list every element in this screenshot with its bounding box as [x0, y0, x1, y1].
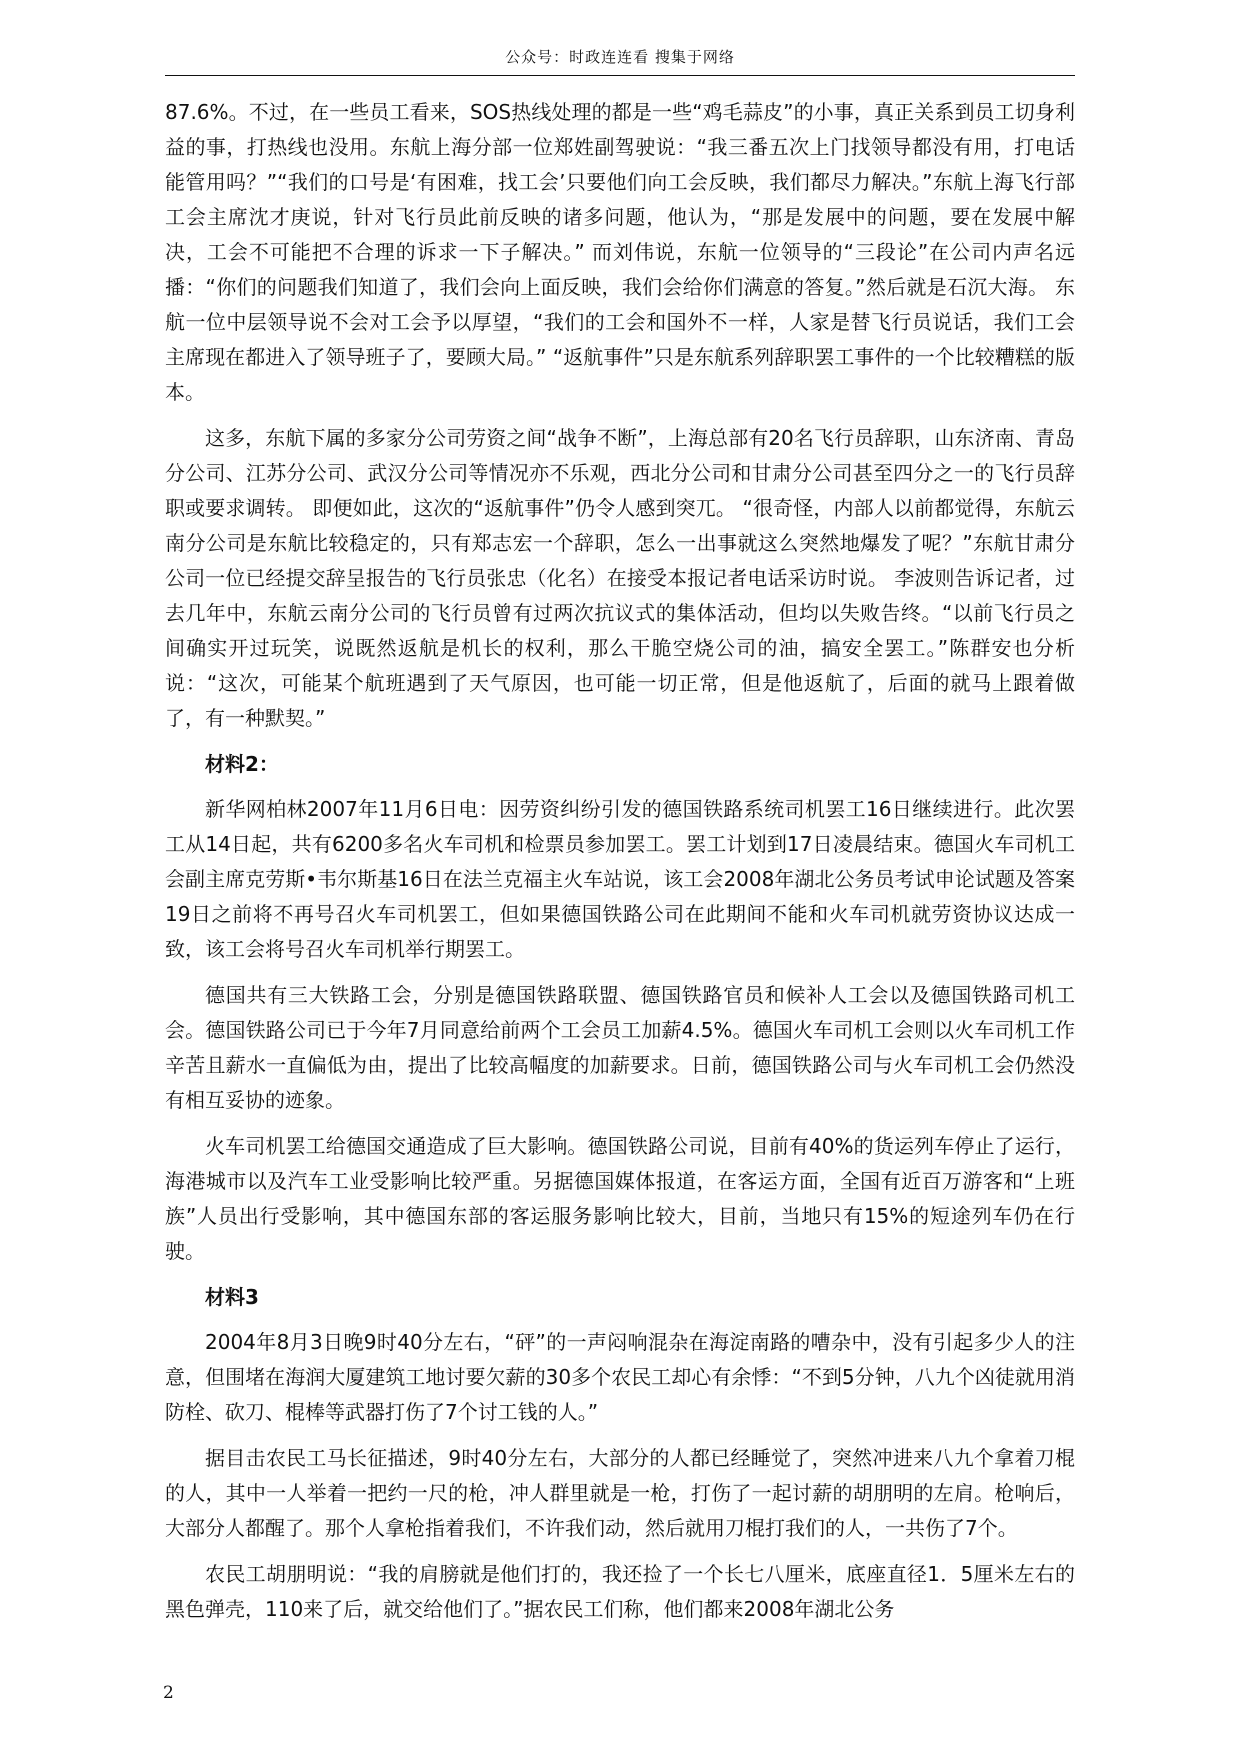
paragraph-2004: 2004年8月3日晚9时40分左右，“砰”的一声闷响混杂在海淀南路的嘈杂中，没有引起多少人的注意，但围堵在海润大厦建筑工地讨要欠薪的30多个农民工却心有余悸：“不到5分钟，八九个凶徒就用消防栓、砍刀、棍棒等武器打伤了7个讨工钱的人。”: [165, 1330, 1075, 1424]
paragraph-impact: 火车司机罢工给德国交通造成了巨大影响。德国铁路公司说，目前有40%的货运列车停止了运行，海港城市以及汽车工业受影响比较严重。另据德国媒体报道，在客运方面，全国有近百万游客和“上班族”人员出行受影响，其中德国东部的客运服务影响比较大，目前，当地只有15%的短途列车仍在行驶。: [165, 1134, 1075, 1263]
section-heading-material-3: 材料3: [205, 1285, 259, 1309]
paragraph-intro: 87.6%。不过，在一些员工看来，SOS热线处理的都是一些“鸡毛蒜皮”的小事，真正关系到员工切身利益的事，打热线也没用。东航上海分部一位郑姓副驾驶说：“我三番五次上门找领导都没有用，打电话能管用吗？”“我们的口号是‘有困难，找工会’只要他们向工会反映，我们都尽力解决。”东航上海飞行部工会主席沈才庚说，针对飞行员此前反映的诸多问题，他认为，“那是发展中的问题，要在发展中解决，工会不可能把不合理的诉求一下子解决。” 而刘伟说，东航一位领导的“三段论”在公司内声名远播：“你们的问题我们知道了，我们会向上面反映，我们会给你们满意的答复。”然后就是石沉大海。 东航一位中层领导说不会对工会予以厚望，“我们的工会和国外不一样，人家是替飞行员说话，我们工会主席现在都进入了领导班子了，要顾大局。” “返航事件”只是东航系列辞职罢工事件的一个比较糟糕的版本。: [165, 100, 1075, 404]
paragraph-unions: 德国共有三大铁路工会，分别是德国铁路联盟、德国铁路官员和候补人工会以及德国铁路司机工会。德国铁路公司已于今年7月同意给前两个工会员工加薪4.5%。德国火车司机工会则以火车司机工作辛苦且薪水一直偏低为由，提出了比较高幅度的加薪要求。日前，德国铁路公司与火车司机工会仍然没有相互妥协的迹象。: [165, 983, 1075, 1112]
paragraph-witness: 据目击农民工马长征描述，9时40分左右，大部分的人都已经睡觉了，突然冲进来八九个拿着刀棍的人，其中一人举着一把约一尺的枪，冲人群里就是一枪，打伤了一起讨薪的胡朋明的左肩。枪响后，大部分人都醒了。那个人拿枪指着我们，不许我们动，然后就用刀棍打我们的人，一共伤了7个。: [165, 1446, 1075, 1540]
paragraph-hu: 农民工胡朋明说：“我的肩膀就是他们打的，我还捡了一个长七八厘米，底座直径1．5厘米左右的黑色弹壳，110来了后，就交给他们了。”据农民工们称，他们都来2008年湖北公务: [165, 1562, 1075, 1621]
document-body: [165, 95, 1075, 1638]
paragraph-xinhua: 新华网柏林2007年11月6日电：因劳资纠纷引发的德国铁路系统司机罢工16日继续进行。此次罢工从14日起，共有6200多名火车司机和检票员参加罢工。罢工计划到17日凌晨结束。德国火车司机工会副主席克劳斯•韦尔斯基16日在法兰克福主火车站说，该工会2008年湖北公务员考试申论试题及答案19日之前将不再号召火车司机罢工，但如果德国铁路公司在此期间不能和火车司机就劳资协议达成一致，该工会将号召火车司机举行期罢工。: [165, 797, 1075, 961]
section-heading-material-2: 材料2：: [205, 752, 279, 776]
page-header: 公众号：时政连连看 搜集于网络: [505, 48, 735, 66]
header-divider: [165, 75, 1075, 76]
page-number: 2: [163, 1683, 174, 1703]
paragraph-dongfang: 这多，东航下属的多家分公司劳资之间“战争不断”，上海总部有20名飞行员辞职，山东济南、青岛分公司、江苏分公司、武汉分公司等情况亦不乐观，西北分公司和甘肃分公司甚至四分之一的飞行员辞职或要求调转。 即便如此，这次的“返航事件”仍令人感到突兀。 “很奇怪，内部人以前都觉得，东航云南分公司是东航比较稳定的，只有郑志宏一个辞职，怎么一出事就这么突然地爆发了呢？”东航甘肃分公司一位已经提交辞呈报告的飞行员张忠（化名）在接受本报记者电话采访时说。 李波则告诉记者，过去几年中，东航云南分公司的飞行员曾有过两次抗议式的集体活动，但均以失败告终。“以前飞行员之间确实开过玩笑，说既然返航是机长的权利，那么干脆空烧公司的油，搞安全罢工。”陈群安也分析说：“这次，可能某个航班遇到了天气原因，也可能一切正常，但是他返航了，后面的就马上跟着做了，有一种默契。”: [165, 426, 1075, 730]
